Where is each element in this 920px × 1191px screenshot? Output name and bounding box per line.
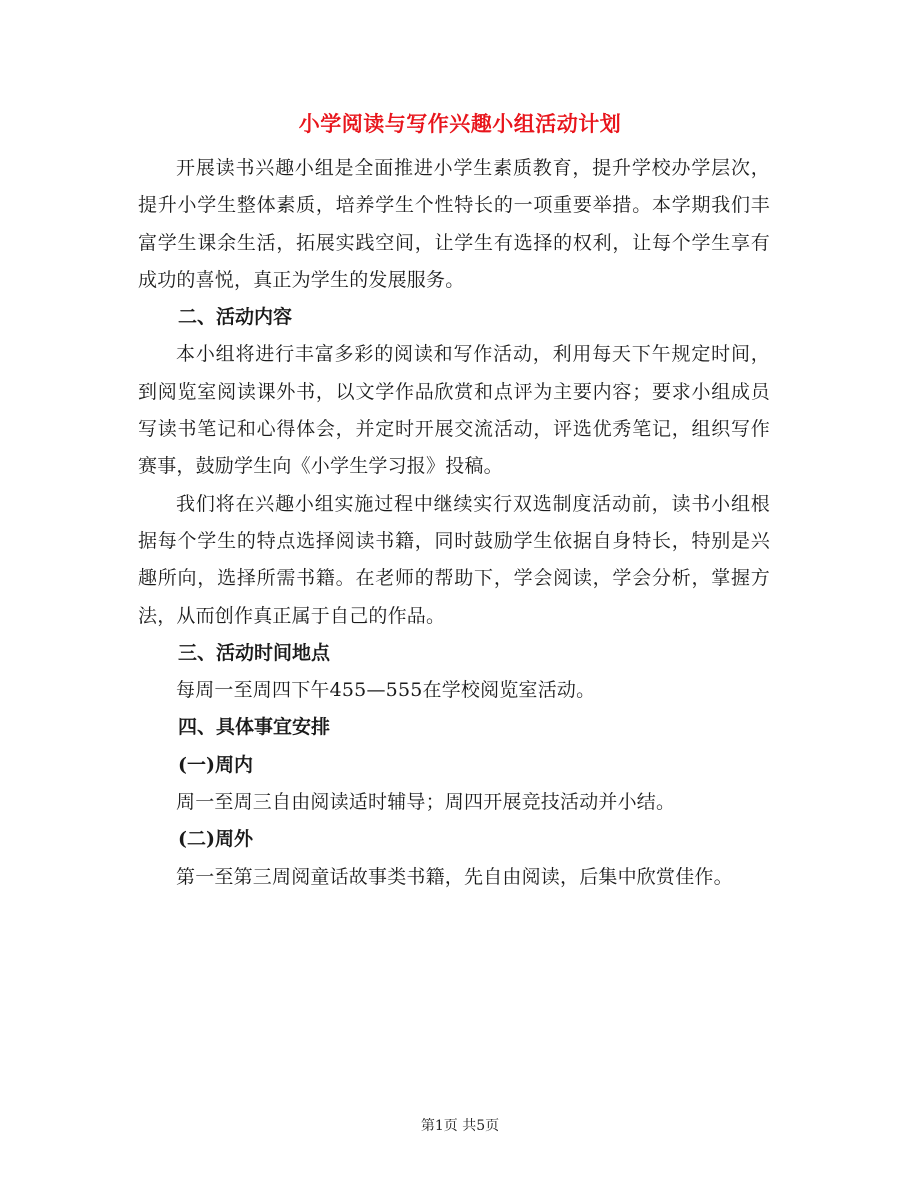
document-body [138, 150, 770, 896]
heading-time-location: 三、活动时间地点 [178, 641, 331, 664]
paragraph-weekend: 第一至第三周阅童话故事类书籍，先自由阅读，后集中欣赏佳作。 [176, 865, 733, 888]
page-number: 第1页 共5页 [420, 1118, 500, 1134]
document-title: 小学阅读与写作兴趣小组活动计划 [298, 111, 622, 136]
paragraph-dual-selection: 我们将在兴趣小组实施过程中继续实行双选制度活动前，读书小组根据每个学生的特点选择阅读书籍，同时鼓励学生依据自身特长，特别是兴趣所向，选择所需书籍。在老师的帮助下，学会阅读，学会分析，掌握方法，从而创作真正属于自己的作品。 [138, 492, 770, 627]
paragraph-weekday: 周一至周三自由阅读适时辅导；周四开展竞技活动并小结。 [176, 791, 676, 814]
heading-weekday: (一)周内 [178, 753, 253, 776]
paragraph-activity-content: 本小组将进行丰富多彩的阅读和写作活动，利用每天下午规定时间，到阅览室阅读课外书，以文学作品欣赏和点评为主要内容；要求小组成员写读书笔记和心得体会，并定时开展交流活动，评选优秀笔记，组织写作赛事，鼓励学生向《小学生学习报》投稿。 [138, 343, 770, 478]
paragraph-intro: 开展读书兴趣小组是全面推进小学生素质教育，提升学校办学层次，提升小学生整体素质，培养学生个性特长的一项重要举措。本学期我们丰富学生课余生活，拓展实践空间，让学生有选择的权利，让每个学生享有成功的喜悦，真正为学生的发展服务。 [138, 157, 770, 291]
heading-arrangements: 四、具体事宜安排 [178, 716, 331, 739]
heading-weekend: (二)周外 [178, 828, 253, 851]
paragraph-time-location: 每周一至周四下午455—555在学校阅览室活动。 [176, 679, 596, 702]
heading-activity-content: 二、活动内容 [178, 306, 293, 329]
